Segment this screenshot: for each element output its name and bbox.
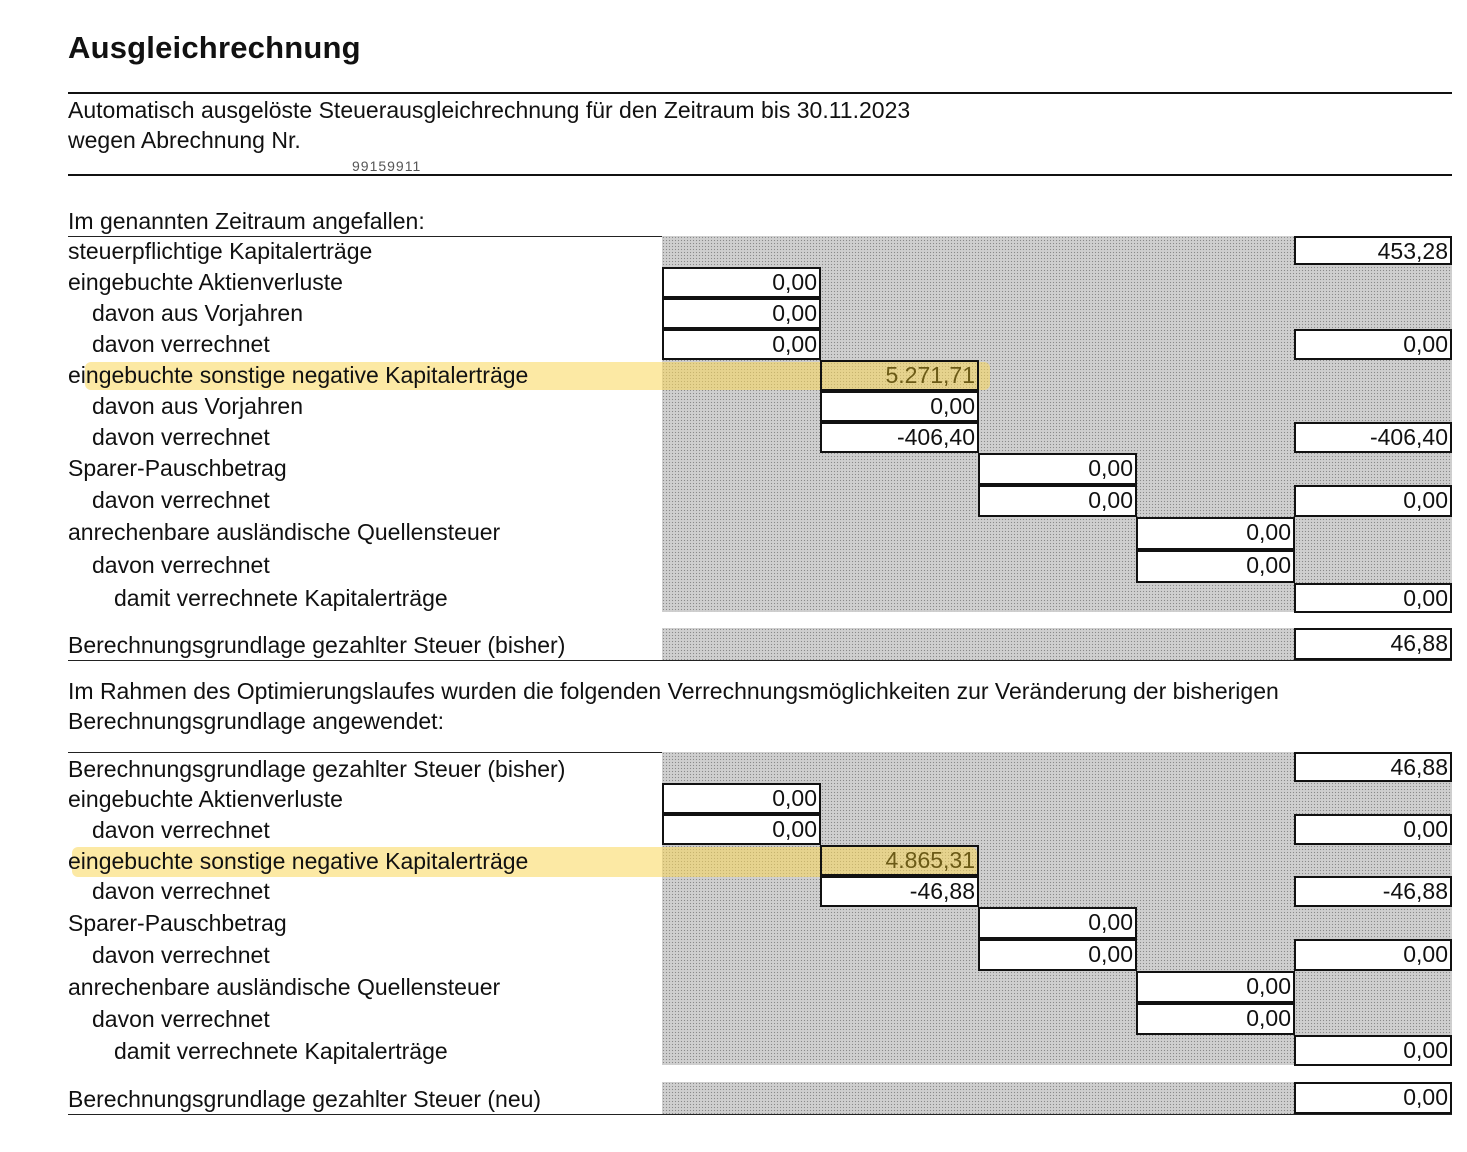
- s1-label-sparer-verrechnet: davon verrechnet: [92, 487, 270, 513]
- s1-value-sonstige-vorjahre: 0,00: [820, 391, 979, 422]
- s2-label-aktienverluste: eingebuchte Aktienverluste: [68, 786, 343, 812]
- middle-text-line-2: Berechnungsgrundlage angewendet:: [68, 708, 444, 734]
- s1-value-steuerpflichtig: 453,28: [1294, 236, 1452, 265]
- header-rule-top: [68, 92, 1452, 94]
- s1-label-steuerpflichtig: steuerpflichtige Kapitalerträge: [68, 238, 373, 264]
- header-rule-bottom: [68, 174, 1452, 176]
- s1-label-sonstige-negative: eingebuchte sonstige negative Kapitalerträge: [68, 362, 529, 388]
- s1-label-aktienverluste: eingebuchte Aktienverluste: [68, 269, 343, 295]
- s2-value-damit-verrechnet: 0,00: [1294, 1035, 1452, 1066]
- s2-label-damit-verrechnet: damit verrechnete Kapitalerträge: [114, 1038, 448, 1064]
- s1-value-sonstige-verrechnet: -406,40: [820, 422, 979, 453]
- s1-total-label: Berechnungsgrundlage gezahlter Steuer (bisher): [68, 632, 566, 658]
- s2-value-sparer-verrechnet: 0,00: [978, 939, 1137, 971]
- s1-label-aktien-vorjahre: davon aus Vorjahren: [92, 300, 303, 326]
- section1-heading: Im genannten Zeitraum angefallen:: [68, 208, 425, 234]
- abrechnung-number: 99159911: [352, 158, 422, 174]
- s2-value-sonstige-negative: 4.865,31: [820, 845, 979, 876]
- s2-label-sonstige-verrechnet: davon verrechnet: [92, 878, 270, 904]
- s1-value-sparer: 0,00: [978, 453, 1137, 485]
- s2-total-value: 0,00: [1294, 1082, 1452, 1114]
- page-title: Ausgleichrechnung: [68, 30, 361, 65]
- s2-value-sparer-verrechnet-right: 0,00: [1294, 939, 1452, 971]
- s2-value-aktien-verrechnet: 0,00: [662, 814, 821, 845]
- intro-line-1: Automatisch ausgelöste Steuerausgleichrechnung für den Zeitraum bis 30.11.2023: [68, 97, 911, 123]
- s1-value-sonstige-verrechnet-right: -406,40: [1294, 422, 1452, 453]
- s1-label-sonstige-verrechnet: davon verrechnet: [92, 424, 270, 450]
- s1-value-aktien-verrechnet-right: 0,00: [1294, 329, 1452, 360]
- s2-value-quellensteuer-verrechnet: 0,00: [1136, 1003, 1295, 1035]
- s1-label-sparer: Sparer-Pauschbetrag: [68, 455, 287, 481]
- s2-label-sonstige-negative: eingebuchte sonstige negative Kapitalerträge: [68, 848, 529, 874]
- s1-total-value: 46,88: [1294, 628, 1452, 660]
- s2-total-rule: [68, 1114, 1452, 1115]
- s2-total-shade: [662, 1082, 1294, 1114]
- s2-label-quellensteuer: anrechenbare ausländische Quellensteuer: [68, 974, 501, 1000]
- s2-label-aktien-verrechnet: davon verrechnet: [92, 817, 270, 843]
- s2-value-sonstige-verrechnet: -46,88: [820, 876, 979, 907]
- s2-total-label: Berechnungsgrundlage gezahlter Steuer (neu): [68, 1086, 542, 1112]
- s2-value-sparer: 0,00: [978, 907, 1137, 939]
- s2-value-aktien-verrechnet-right: 0,00: [1294, 814, 1452, 845]
- s1-label-damit-verrechnet: damit verrechnete Kapitalerträge: [114, 585, 448, 611]
- intro-line-2: wegen Abrechnung Nr.: [68, 127, 301, 153]
- s2-label-sparer-verrechnet: davon verrechnet: [92, 942, 270, 968]
- s1-total-shade: [662, 628, 1294, 660]
- s1-value-sonstige-negative: 5.271,71: [820, 360, 979, 391]
- s1-total-rule: [68, 660, 1452, 661]
- s2-label-quellensteuer-verrechnet: davon verrechnet: [92, 1006, 270, 1032]
- s1-value-damit-verrechnet: 0,00: [1294, 583, 1452, 613]
- s1-label-quellensteuer-verrechnet: davon verrechnet: [92, 552, 270, 578]
- s1-value-quellensteuer-verrechnet: 0,00: [1136, 550, 1295, 583]
- s2-value-bisher: 46,88: [1294, 752, 1452, 782]
- s2-value-quellensteuer: 0,00: [1136, 971, 1295, 1003]
- s2-value-sonstige-verrechnet-right: -46,88: [1294, 876, 1452, 907]
- s1-label-quellensteuer: anrechenbare ausländische Quellensteuer: [68, 519, 501, 545]
- middle-text-line-1: Im Rahmen des Optimierungslaufes wurden die folgenden Verrechnungsmöglichkeiten zur Veränderung der bisherigen: [68, 678, 1279, 704]
- s1-value-sparer-verrechnet-right: 0,00: [1294, 485, 1452, 517]
- s1-value-aktienverluste: 0,00: [662, 267, 821, 298]
- s1-value-aktien-vorjahre: 0,00: [662, 298, 821, 329]
- s2-label-bisher: Berechnungsgrundlage gezahlter Steuer (bisher): [68, 756, 566, 782]
- s1-value-aktien-verrechnet: 0,00: [662, 329, 821, 360]
- s1-label-sonstige-vorjahre: davon aus Vorjahren: [92, 393, 303, 419]
- s1-value-sparer-verrechnet: 0,00: [978, 485, 1137, 517]
- s1-value-quellensteuer: 0,00: [1136, 517, 1295, 550]
- s2-label-sparer: Sparer-Pauschbetrag: [68, 910, 287, 936]
- s2-value-aktienverluste: 0,00: [662, 783, 821, 814]
- s1-label-aktien-verrechnet: davon verrechnet: [92, 331, 270, 357]
